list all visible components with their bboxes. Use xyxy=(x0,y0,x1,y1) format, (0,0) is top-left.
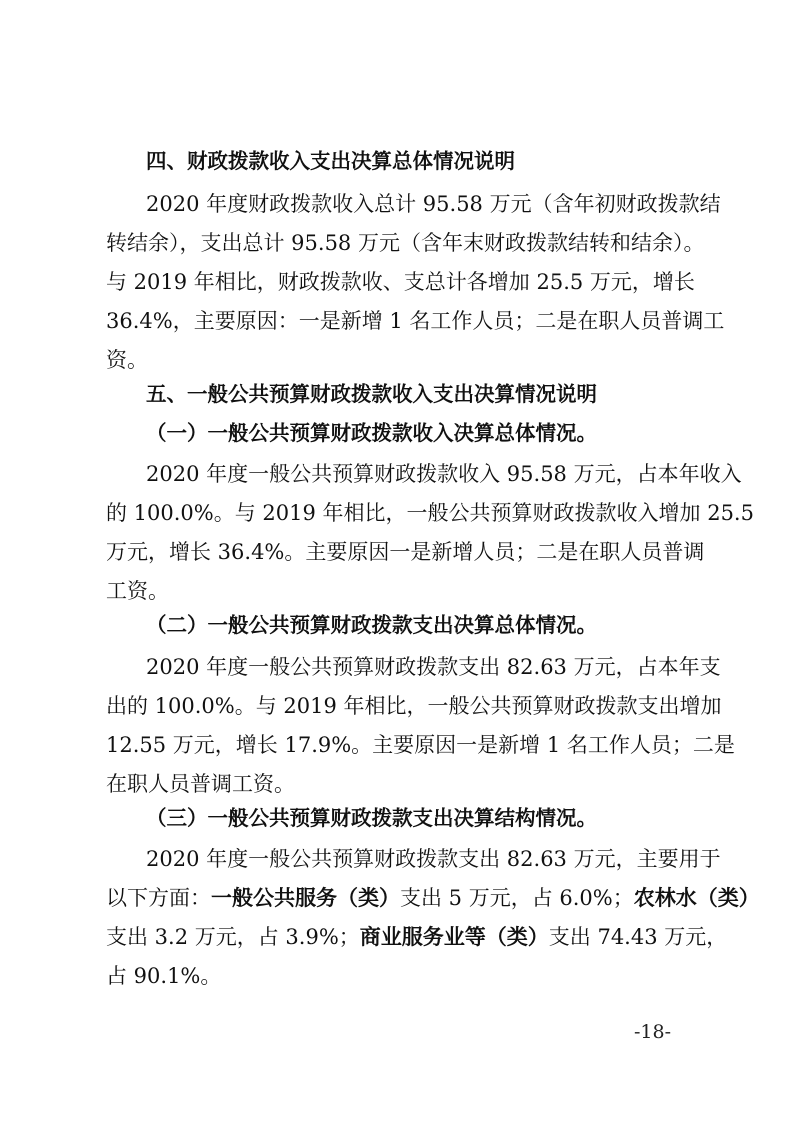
paragraph-line: 资。 xyxy=(106,348,148,372)
paragraph-line: 2020 年度一般公共预算财政拨款支出 82.63 万元，占本年支 xyxy=(146,655,721,679)
section-four-heading: 四、财政拨款收入支出决算总体情况说明 xyxy=(146,149,515,173)
paragraph-line: 2020 年度财政拨款收入总计 95.58 万元（含年初财政拨款结 xyxy=(146,192,721,216)
category-commercial-services: 商业服务业等（类） xyxy=(359,925,549,949)
paragraph-line: 转结余），支出总计 95.58 万元（含年末财政拨款结转和结余）。 xyxy=(106,231,705,255)
paragraph-line: 出的 100.0%。与 2019 年相比，一般公共预算财政拨款支出增加 xyxy=(106,694,722,718)
category-agriculture-forestry-water: 农林水（类） xyxy=(633,886,760,910)
paragraph-line: 的 100.0%。与 2019 年相比，一般公共预算财政拨款收入增加 25.5 xyxy=(106,501,754,525)
page-number: -18- xyxy=(634,1021,672,1043)
line-mid: 支出 5 万元，占 6.0%； xyxy=(400,886,634,910)
paragraph-line xyxy=(106,885,760,912)
category-general-public-services: 一般公共服务（类） xyxy=(211,886,400,910)
paragraph-line: 2020 年度一般公共预算财政拨款支出 82.63 万元，主要用于 xyxy=(146,847,721,871)
subsection-two-heading: （二）一般公共预算财政拨款支出决算总体情况。 xyxy=(146,613,597,637)
paragraph-line: 与 2019 年相比，财政拨款收、支总计各增加 25.5 万元，增长 xyxy=(106,270,695,294)
line-suffix: 支出 74.43 万元， xyxy=(548,925,728,949)
paragraph-line: 36.4%，主要原因：一是新增 1 名工作人员；二是在职人员普调工 xyxy=(106,309,725,333)
paragraph-line: 在职人员普调工资。 xyxy=(106,772,295,796)
paragraph-line: 2020 年度一般公共预算财政拨款收入 95.58 万元，占本年收入 xyxy=(146,462,742,486)
paragraph-line xyxy=(106,924,728,951)
section-five-heading: 五、一般公共预算财政拨款收入支出决算情况说明 xyxy=(146,382,597,406)
subsection-one-heading: （一）一般公共预算财政拨款收入决算总体情况。 xyxy=(146,421,597,445)
paragraph-line: 工资。 xyxy=(106,579,169,603)
line-prefix: 以下方面： xyxy=(106,886,211,910)
line-prefix: 支出 3.2 万元，占 3.9%； xyxy=(106,925,360,949)
paragraph-line: 占 90.1%。 xyxy=(106,964,222,988)
paragraph-line: 万元，增长 36.4%。主要原因一是新增人员；二是在职人员普调 xyxy=(106,540,705,564)
paragraph-line: 12.55 万元，增长 17.9%。主要原因一是新增 1 名工作人员；二是 xyxy=(106,733,735,757)
subsection-three-heading: （三）一般公共预算财政拨款支出决算结构情况。 xyxy=(146,806,597,830)
